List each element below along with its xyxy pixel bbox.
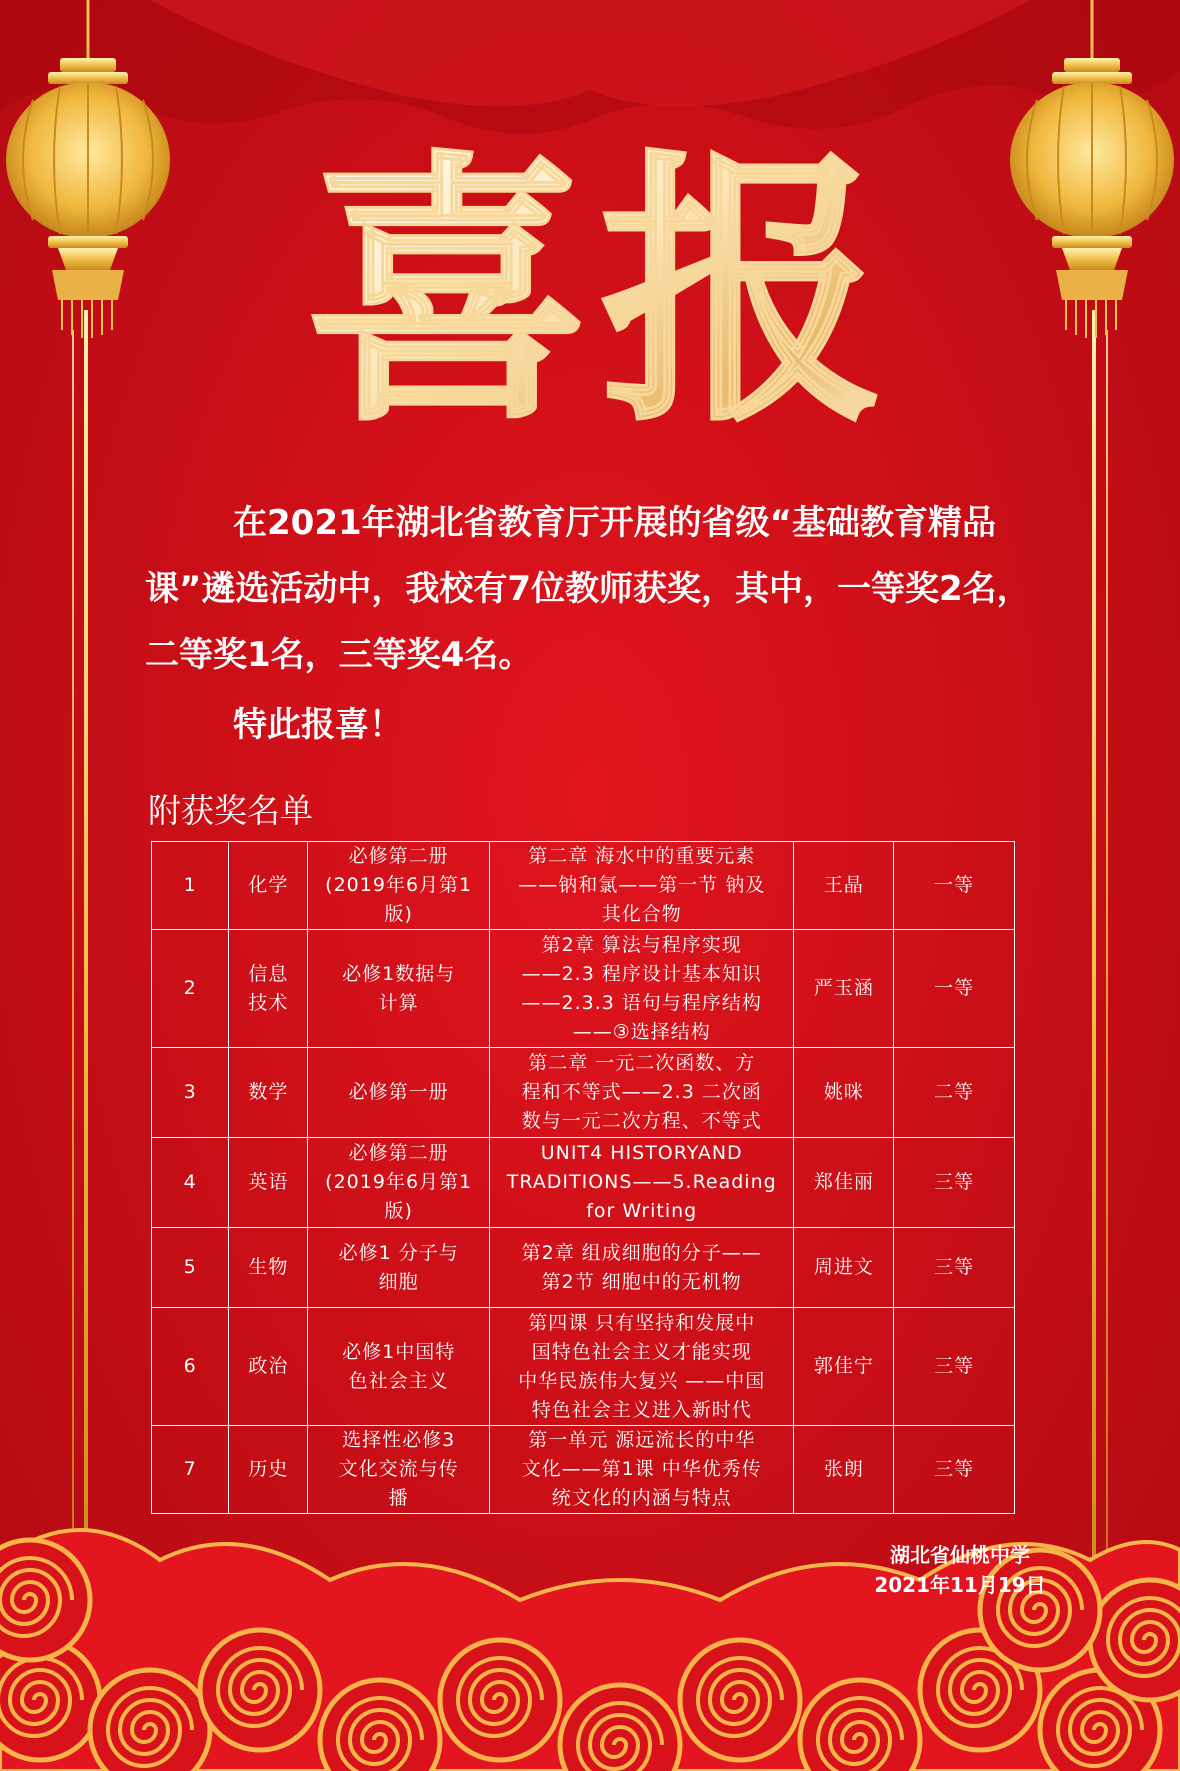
award-level-cell: 一等 <box>894 930 1015 1048</box>
award-subject-cell: 数学 <box>229 1048 308 1138</box>
award-level-cell: 二等 <box>894 1048 1015 1138</box>
award-teacher-cell: 王晶 <box>794 842 894 930</box>
table-row <box>152 1308 1015 1426</box>
award-teacher-cell: 姚咪 <box>794 1048 894 1138</box>
award-level-cell: 一等 <box>894 842 1015 930</box>
award-number-cell: 3 <box>152 1048 229 1138</box>
table-row <box>152 842 1015 930</box>
award-number-cell: 6 <box>152 1308 229 1426</box>
award-number-cell: 4 <box>152 1138 229 1228</box>
school-name: 湖北省仙桃中学 <box>890 1543 1030 1567</box>
award-subject-cell: 化学 <box>229 842 308 930</box>
award-textbook-cell: 必修第二册 (2019年6月第1版) <box>308 842 490 930</box>
svg-text:喜报: 喜报 <box>305 130 895 460</box>
signature-block <box>860 1540 1060 1600</box>
announcement-paragraph: 在2021年湖北省教育厅开展的省级“基础教育精品课”遴选活动中，我校有7位教师获奖，其中，一等奖2名，二等奖1名，三等奖4名。 <box>145 503 1031 675</box>
table-row <box>152 1048 1015 1138</box>
award-textbook-cell: 必修1 分子与 细胞 <box>308 1228 490 1308</box>
award-level-cell: 三等 <box>894 1308 1015 1426</box>
award-lesson-cell: UNIT4 HISTORYAND TRADITIONS——5.Reading for Writing <box>489 1138 793 1228</box>
award-textbook-cell: 选择性必修3 文化交流与传 播 <box>308 1426 490 1514</box>
award-subject-cell: 政治 <box>229 1308 308 1426</box>
award-subject-cell: 生物 <box>229 1228 308 1308</box>
award-number-cell: 5 <box>152 1228 229 1308</box>
award-number-cell: 7 <box>152 1426 229 1514</box>
award-number-cell: 1 <box>152 842 229 930</box>
award-level-cell: 三等 <box>894 1138 1015 1228</box>
award-table <box>151 841 1015 1514</box>
table-row <box>152 1138 1015 1228</box>
award-number-cell: 2 <box>152 930 229 1048</box>
award-textbook-cell: 必修1中国特 色社会主义 <box>308 1308 490 1426</box>
award-teacher-cell: 严玉涵 <box>794 930 894 1048</box>
award-textbook-cell: 必修1数据与 计算 <box>308 930 490 1048</box>
table-row <box>152 1228 1015 1308</box>
award-subject-cell: 历史 <box>229 1426 308 1514</box>
table-row <box>152 930 1015 1048</box>
issue-date: 2021年11月19日 <box>874 1573 1046 1597</box>
award-lesson-cell: 第一单元 源远流长的中华 文化——第1课 中华优秀传 统文化的内涵与特点 <box>489 1426 793 1514</box>
award-textbook-cell: 必修第一册 <box>308 1048 490 1138</box>
curtain-drape <box>0 0 1180 134</box>
award-list-heading: 附获奖名单 <box>148 791 313 830</box>
table-row <box>152 1426 1015 1514</box>
award-level-cell: 三等 <box>894 1228 1015 1308</box>
award-lesson-cell: 第2章 算法与程序实现 ——2.3 程序设计基本知识 ——2.3.3 语句与程序结构 ——③选择结构 <box>489 930 793 1048</box>
award-lesson-cell: 第2章 组成细胞的分子—— 第2节 细胞中的无机物 <box>489 1228 793 1308</box>
page-title <box>250 130 950 460</box>
announcement-closing: 特此报喜！ <box>233 705 403 745</box>
award-teacher-cell: 郑佳丽 <box>794 1138 894 1228</box>
award-lesson-cell: 第二章 海水中的重要元素 ——钠和氯——第一节 钠及 其化合物 <box>489 842 793 930</box>
award-textbook-cell: 必修第二册 (2019年6月第1版) <box>308 1138 490 1228</box>
announcement-text <box>145 490 1045 758</box>
award-teacher-cell: 周进文 <box>794 1228 894 1308</box>
award-teacher-cell: 张朗 <box>794 1426 894 1514</box>
award-lesson-cell: 第四课 只有坚持和发展中 国特色社会主义才能实现 中华民族伟大复兴 ——中国 特色社会主义进入新时代 <box>489 1308 793 1426</box>
award-teacher-cell: 郭佳宁 <box>794 1308 894 1426</box>
award-subject-cell: 信息 技术 <box>229 930 308 1048</box>
award-lesson-cell: 第二章 一元二次函数、方 程和不等式——2.3 二次函 数与一元二次方程、不等式 <box>489 1048 793 1138</box>
award-level-cell: 三等 <box>894 1426 1015 1514</box>
award-subject-cell: 英语 <box>229 1138 308 1228</box>
